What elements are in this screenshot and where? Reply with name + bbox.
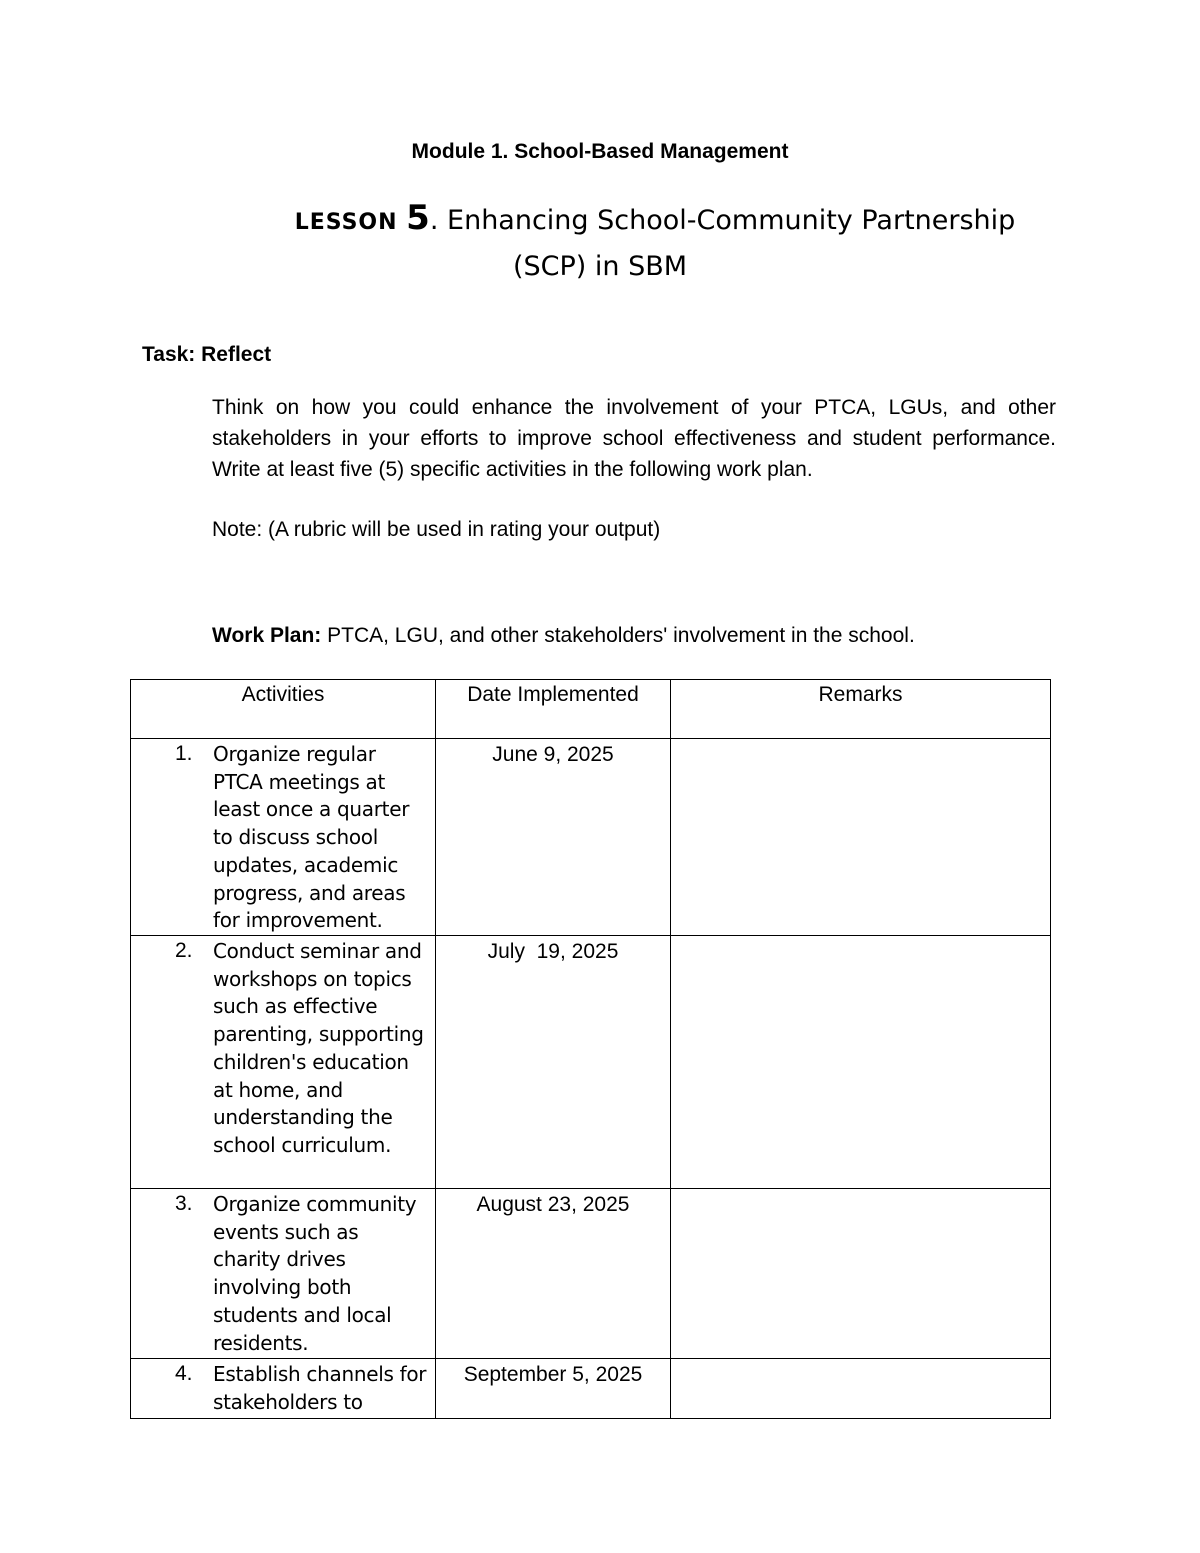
activity-number: 2. [175, 939, 193, 962]
task-instructions: Think on how you could enhance the involvement of your PTCA, LGUs, and other stakeholders in your efforts to improve school effectiveness and student performance. Write at least five (5) specific activities in the following work plan. [212, 396, 1056, 481]
work-plan-caption [212, 624, 915, 648]
table-header-row [131, 680, 1051, 739]
activity-text: Organize community events such as charity drives involving both students and local residents. [213, 1192, 417, 1355]
header-activities: Activities [131, 680, 436, 739]
work-plan-text: PTCA, LGU, and other stakeholders' involvement in the school. [321, 624, 915, 647]
lesson-word: LESSON [294, 210, 398, 235]
activity-number: 3. [175, 1192, 193, 1215]
remarks-cell [671, 936, 1051, 1189]
remarks-cell [671, 1189, 1051, 1359]
lesson-heading-line1 [0, 196, 1200, 245]
lesson-title-line1: Enhancing School-Community Partnership [447, 205, 1016, 236]
activity-text: Establish channels for stakeholders to [213, 1362, 427, 1414]
table-row [131, 1189, 1051, 1359]
remarks-cell [671, 1359, 1051, 1419]
task-label: Task: Reflect [142, 343, 272, 366]
activity-number: 1. [175, 742, 193, 765]
activity-cell [131, 1189, 436, 1359]
remarks-cell [671, 739, 1051, 936]
header-date-implemented: Date Implemented [436, 680, 671, 739]
date-cell: June 9, 2025 [436, 739, 671, 936]
table-row [131, 936, 1051, 1189]
lesson-separator: . [429, 205, 439, 236]
activity-cell [131, 739, 436, 936]
lesson-title-line2: (SCP) in SBM [512, 251, 688, 282]
activity-text: Conduct seminar and workshops on topics such as effective parenting, supporting children's education at home, and understanding the school curriculum. [213, 939, 424, 1157]
table-row [131, 1359, 1051, 1419]
module-title: Module 1. School-Based Management [411, 140, 789, 163]
activity-cell [131, 936, 436, 1189]
rubric-note: Note: (A rubric will be used in rating your output) [212, 518, 661, 541]
work-plan-table [130, 679, 1051, 1419]
activity-cell [131, 1359, 436, 1419]
date-cell: August 23, 2025 [436, 1189, 671, 1359]
activity-text: Organize regular PTCA meetings at least once a quarter to discuss school updates, academic progress, and areas for improvement. [213, 742, 410, 933]
date-cell: July 19, 2025 [436, 936, 671, 1189]
work-plan-label: Work Plan: [212, 624, 322, 647]
date-cell: September 5, 2025 [436, 1359, 671, 1419]
lesson-number: 5 [406, 198, 430, 238]
lesson-heading [0, 196, 1200, 289]
header-remarks: Remarks [671, 680, 1051, 739]
table-row [131, 739, 1051, 936]
activity-number: 4. [175, 1362, 193, 1385]
